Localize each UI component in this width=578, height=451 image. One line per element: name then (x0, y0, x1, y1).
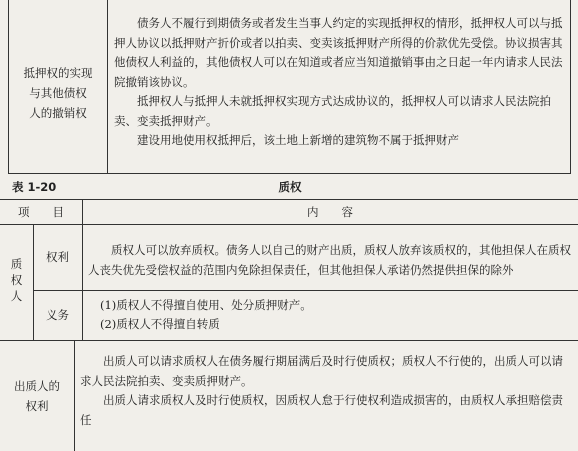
top-table-right-border (570, 0, 571, 173)
table2-rights-duties-divider (33, 290, 578, 291)
top-left-label-line: 与其他债权 (29, 86, 87, 100)
table-title: 质权 (278, 180, 302, 194)
top-content (114, 14, 566, 151)
pledgor-paragraph: 出质人可以请求质权人在债务履行期届满后及时行使质权；质权人不行使的，出质人可以请求人民法院拍卖、变卖质押财产。 (80, 354, 563, 388)
rights-label: 权利 (46, 250, 69, 264)
pledgee-group-label-char: 权 (10, 273, 23, 287)
pledgor-label (0, 376, 74, 416)
pledgor-label-line: 出质人的 (14, 379, 60, 393)
top-table-column-divider (107, 0, 108, 173)
header-content: 内 容 (307, 205, 353, 219)
top-table-bottom-border (8, 173, 571, 174)
table-number: 表 1-20 (12, 180, 57, 194)
top-paragraph: 抵押权人与抵押人未就抵押权实现方式达成协议的，抵押权人可以请求人民法院拍卖、变卖抵押财产。 (114, 94, 551, 128)
pledgee-group-label-char: 质 (10, 257, 23, 271)
pledgee-group-label (0, 256, 33, 304)
table2-top-border (0, 199, 578, 200)
table2-header-bottom (0, 224, 578, 225)
table2-pledgee-bottom (0, 340, 578, 341)
duties-text (100, 296, 570, 334)
top-left-label-line: 抵押权的实现 (23, 66, 93, 80)
pledgee-group-label-char: 人 (10, 289, 23, 303)
top-paragraph: 建设用地使用权抵押后，该土地上新增的建筑物不属于抵押财产 (137, 133, 459, 147)
table2-pledgor-divider (74, 340, 75, 451)
header-item: 项 目 (18, 205, 64, 219)
pledgor-content (80, 352, 572, 430)
table2-subcol-divider (82, 224, 83, 340)
top-left-label (10, 63, 106, 123)
top-paragraph: 债务人不履行到期债务或者发生当事人约定的实现抵押权的情形，抵押权人可以与抵押人协议以抵押财产折价或者以拍卖、变卖该抵押财产所得的价款优先受偿。协议损害其他债权人利益的，其他债权人可以在知道或者应当知道撤销事由之日起一年内请求人民法院撤销该协议。 (114, 16, 563, 89)
pledgor-label-line: 权利 (25, 399, 49, 413)
top-table-left-border (8, 0, 9, 173)
duties-line: (1)质权人不得擅自使用、处分质押财产。 (100, 298, 312, 312)
rights-text (88, 240, 572, 280)
duties-label: 义务 (46, 308, 69, 322)
rights-paragraph: 质权人可以放弃质权。债务人以自己的财产出质，质权人放弃该质权的，其他担保人在质权人丧失优先受偿权益的范围内免除担保责任，但其他担保人承诺仍然提供担保的除外 (88, 243, 571, 277)
duties-line: (2)质权人不得擅自转质 (100, 317, 220, 331)
pledgor-paragraph: 出质人请求质权人及时行使质权，因质权人怠于行使权利造成损害的，由质权人承担赔偿责任 (80, 393, 563, 427)
top-left-label-line: 人的撤销权 (29, 106, 87, 120)
